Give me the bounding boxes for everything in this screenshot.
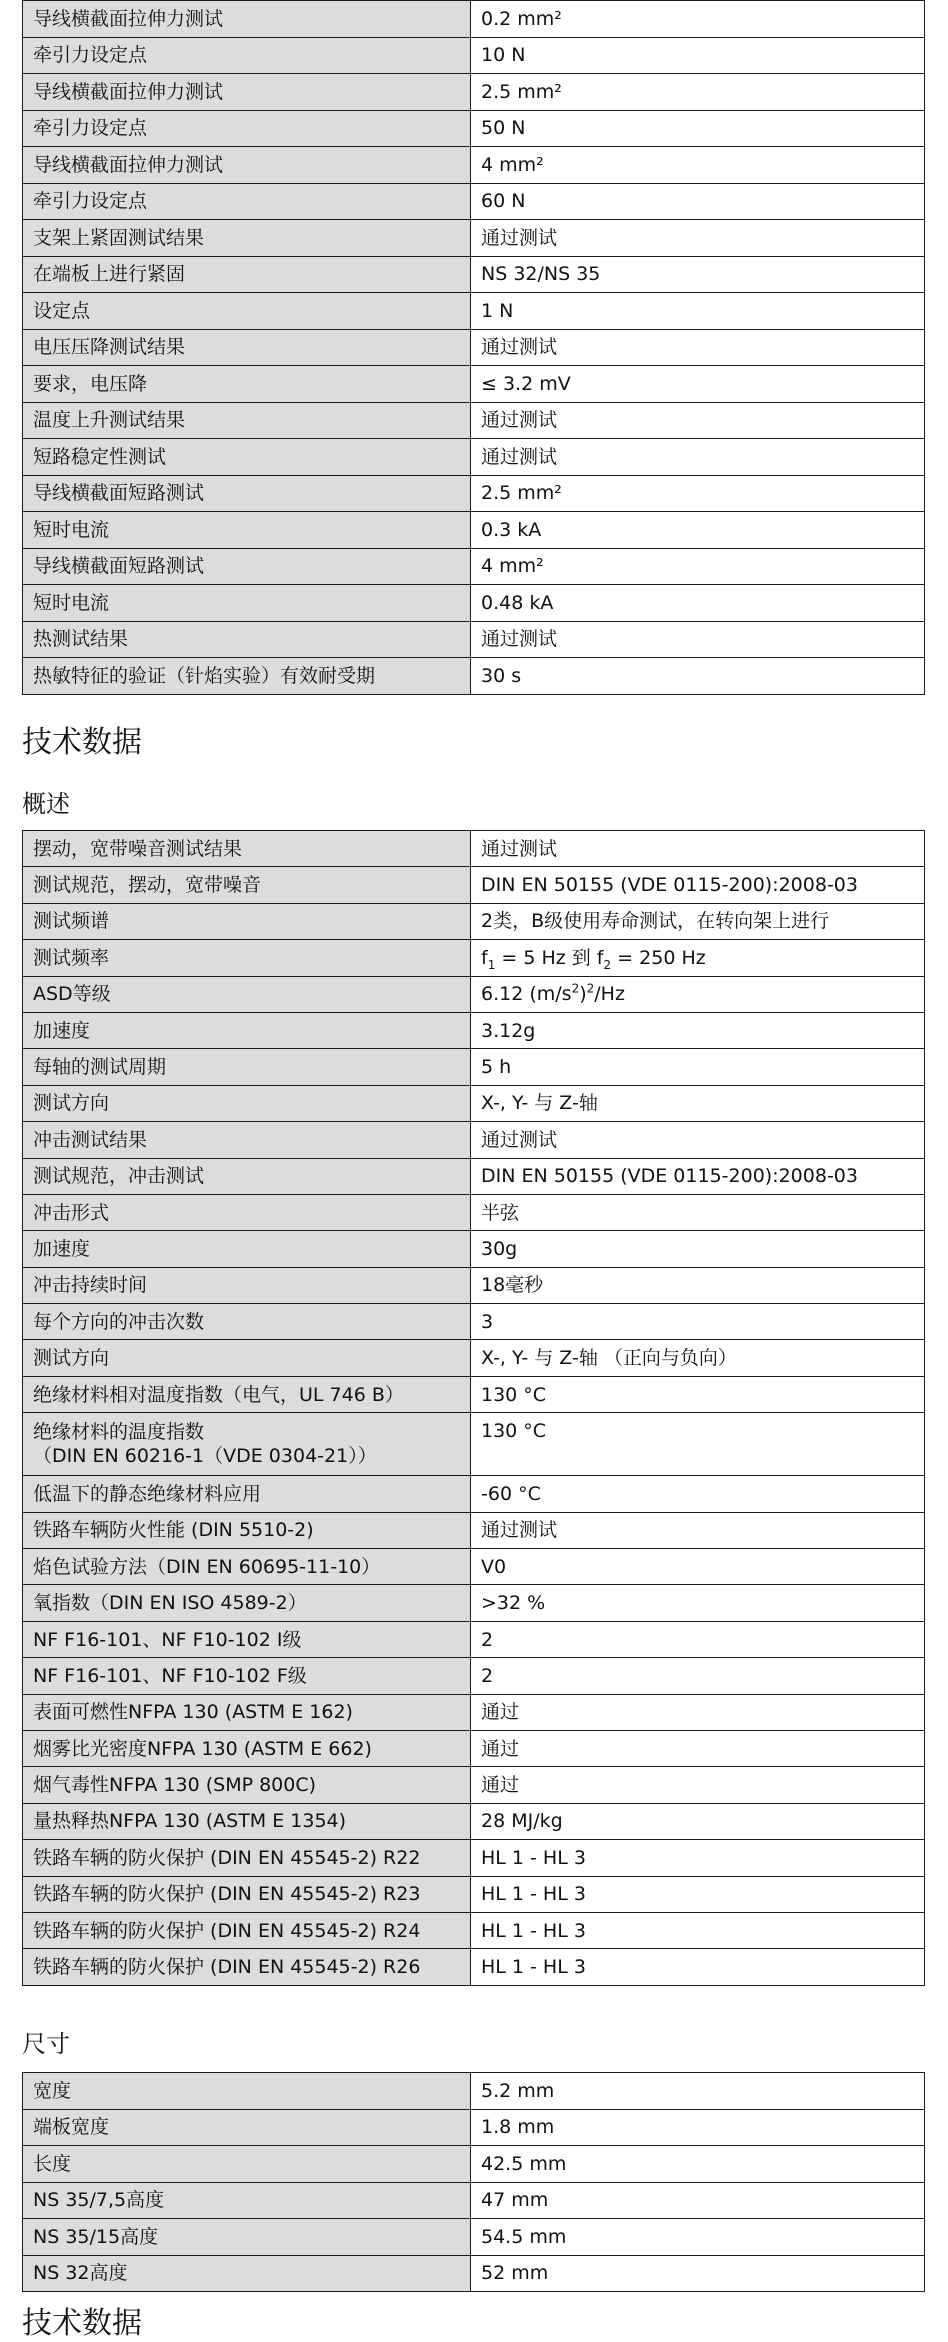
row-label	[23, 1158, 471, 1194]
row-label-text: 牵引力设定点	[33, 44, 148, 67]
row-label	[23, 183, 471, 220]
row-value: HL 1 - HL 3	[471, 1840, 925, 1876]
table-row	[23, 2146, 925, 2183]
table-row	[23, 1549, 925, 1585]
row-label-text: NS 32高度	[33, 2262, 128, 2285]
table-row	[23, 903, 925, 939]
row-label	[23, 1621, 471, 1657]
row-label-text: NF F16-101、NF F10-102 I级	[33, 1628, 302, 1651]
row-value: DIN EN 50155 (VDE 0115-200):2008-03	[471, 867, 925, 903]
row-label-text: 焰色试验方法（DIN EN 60695-11-10）	[33, 1555, 381, 1578]
row-value: 3	[471, 1304, 925, 1340]
table-row	[23, 1304, 925, 1340]
table-row	[23, 2255, 925, 2292]
row-label-text: 牵引力设定点	[33, 117, 148, 140]
row-value: HL 1 - HL 3	[471, 1949, 925, 1985]
row-label-text: 铁路车辆的防火保护 (DIN EN 45545-2) R24	[33, 1919, 421, 1942]
table-row	[23, 1767, 925, 1803]
row-value: 30 s	[471, 658, 925, 695]
table-row	[23, 1158, 925, 1194]
row-label-text: NS 35/7,5高度	[33, 2189, 165, 2212]
row-label	[23, 74, 471, 111]
row-value: 通过	[471, 1767, 925, 1803]
table-row	[23, 329, 925, 366]
row-value: 52 mm	[471, 2255, 925, 2292]
table-row	[23, 1876, 925, 1912]
dimensions-table	[22, 2072, 925, 2292]
table-row	[23, 1585, 925, 1621]
row-label	[23, 366, 471, 403]
row-label	[23, 439, 471, 476]
table-row	[23, 2219, 925, 2256]
row-label	[23, 147, 471, 184]
row-value: 2.5 mm²	[471, 475, 925, 512]
table-row	[23, 512, 925, 549]
table-row	[23, 1376, 925, 1412]
overview-table	[22, 830, 925, 1986]
row-label	[23, 2219, 471, 2256]
row-label-text: NF F16-101、NF F10-102 F级	[33, 1664, 307, 1687]
row-label	[23, 831, 471, 867]
row-label-text: 铁路车辆的防火保护 (DIN EN 45545-2) R26	[33, 1956, 421, 1979]
row-label	[23, 2255, 471, 2292]
table-row	[23, 1267, 925, 1303]
row-label	[23, 1512, 471, 1548]
row-label-text: 短时电流	[33, 591, 110, 614]
row-value: DIN EN 50155 (VDE 0115-200):2008-03	[471, 1158, 925, 1194]
table-row	[23, 2182, 925, 2219]
row-value: 2	[471, 1621, 925, 1657]
row-value: 3.12g	[471, 1012, 925, 1048]
row-label	[23, 1840, 471, 1876]
table-row	[23, 1340, 925, 1376]
table-row	[23, 1840, 925, 1876]
row-label-text: 铁路车辆的防火保护 (DIN EN 45545-2) R23	[33, 1883, 421, 1906]
test-results-table	[22, 0, 925, 695]
table-row	[23, 585, 925, 622]
table-row	[23, 1476, 925, 1512]
row-value: V0	[471, 1549, 925, 1585]
row-label-text: 量热释热NFPA 130 (ASTM E 1354)	[33, 1810, 347, 1833]
row-label-text: 测试规范，冲击测试	[33, 1165, 205, 1188]
row-label-text: 端板宽度	[33, 2116, 110, 2139]
table-row	[23, 475, 925, 512]
table-row	[23, 1658, 925, 1694]
table-row	[23, 976, 925, 1012]
row-label-text: 热敏特征的验证（针焰实验）有效耐受期	[33, 664, 376, 687]
row-label	[23, 1012, 471, 1048]
row-label-text: 电压压降测试结果	[33, 336, 186, 359]
row-label-text: 设定点	[33, 299, 91, 322]
table-row	[23, 548, 925, 585]
table-row	[23, 621, 925, 658]
row-label	[23, 1, 471, 38]
row-value: 42.5 mm	[471, 2146, 925, 2183]
row-label	[23, 1194, 471, 1230]
row-value: 60 N	[471, 183, 925, 220]
table-row	[23, 2109, 925, 2146]
section-heading-tech-data: 技术数据	[22, 725, 142, 760]
row-label-text: NS 35/15高度	[33, 2225, 159, 2248]
row-label	[23, 402, 471, 439]
section-heading-overview: 概述	[22, 790, 70, 818]
row-label-text: 冲击持续时间	[33, 1274, 148, 1297]
row-label-text: 导线横截面短路测试	[33, 555, 205, 578]
table-row	[23, 439, 925, 476]
row-label-text: 铁路车辆防火性能 (DIN 5510-2)	[33, 1519, 314, 1542]
table-row	[23, 1413, 925, 1476]
row-label-text: 牵引力设定点	[33, 190, 148, 213]
table-row	[23, 940, 925, 976]
row-label-text: 支架上紧固测试结果	[33, 226, 205, 249]
table-row	[23, 293, 925, 330]
row-value: HL 1 - HL 3	[471, 1912, 925, 1948]
table-row	[23, 366, 925, 403]
table-row	[23, 1512, 925, 1548]
row-label-text: 烟雾比光密度NFPA 130 (ASTM E 662)	[33, 1737, 372, 1760]
row-label-text: 测试频谱	[33, 910, 110, 933]
row-value: X-, Y- 与 Z-轴	[471, 1085, 925, 1121]
row-label-text: 加速度	[33, 1237, 91, 1260]
table-row	[23, 402, 925, 439]
row-label	[23, 1267, 471, 1303]
row-label	[23, 1376, 471, 1412]
row-value: >32 %	[471, 1585, 925, 1621]
row-label	[23, 2109, 471, 2146]
row-value: 0.48 kA	[471, 585, 925, 622]
row-label	[23, 621, 471, 658]
table-row	[23, 1012, 925, 1048]
row-value: 30g	[471, 1231, 925, 1267]
row-label-text: 绝缘材料相对温度指数（电气，UL 746 B）	[33, 1383, 404, 1406]
row-label	[23, 329, 471, 366]
row-label-text: 铁路车辆的防火保护 (DIN EN 45545-2) R22	[33, 1846, 421, 1869]
row-value: 4 mm²	[471, 548, 925, 585]
row-value: 130 °C	[471, 1376, 925, 1412]
row-label-text: ASD等级	[33, 983, 111, 1006]
row-value: 通过测试	[471, 402, 925, 439]
table-row	[23, 1049, 925, 1085]
row-label	[23, 903, 471, 939]
row-label	[23, 1767, 471, 1803]
row-label	[23, 585, 471, 622]
row-value: -60 °C	[471, 1476, 925, 1512]
row-label-text: 烟气毒性NFPA 130 (SMP 800C)	[33, 1774, 317, 1797]
row-label	[23, 1694, 471, 1730]
row-label-text: 要求，电压降	[33, 372, 148, 395]
row-label	[23, 293, 471, 330]
row-label	[23, 1585, 471, 1621]
table-row	[23, 867, 925, 903]
row-value: 通过	[471, 1694, 925, 1730]
row-label-text: 测试方向	[33, 1092, 110, 1115]
row-label-text: 每轴的测试周期	[33, 1056, 167, 1079]
row-value: 通过测试	[471, 621, 925, 658]
row-value: 10 N	[471, 37, 925, 74]
row-label-text: 氧指数（DIN EN ISO 4589-2）	[33, 1592, 307, 1615]
row-value: 通过测试	[471, 1122, 925, 1158]
table-row	[23, 831, 925, 867]
table-row	[23, 1, 925, 38]
row-value: 54.5 mm	[471, 2219, 925, 2256]
table-row	[23, 110, 925, 147]
row-value: 0.2 mm²	[471, 1, 925, 38]
section-heading-dimensions: 尺寸	[22, 2030, 70, 2058]
row-label-text: 温度上升测试结果	[33, 409, 186, 432]
row-label-text: 测试规范，摆动，宽带噪音	[33, 874, 262, 897]
row-value: 通过	[471, 1730, 925, 1766]
row-label-text: 短路稳定性测试	[33, 445, 167, 468]
row-value: 通过测试	[471, 1512, 925, 1548]
row-label	[23, 1231, 471, 1267]
table-row	[23, 1730, 925, 1766]
row-value: 0.3 kA	[471, 512, 925, 549]
row-label-text: 表面可燃性NFPA 130 (ASTM E 162)	[33, 1701, 353, 1724]
row-value: 5.2 mm	[471, 2073, 925, 2110]
row-label	[23, 1304, 471, 1340]
row-value: 130 °C	[471, 1413, 925, 1476]
table-row	[23, 1912, 925, 1948]
row-label	[23, 1413, 471, 1476]
row-label-text: 冲击测试结果	[33, 1128, 148, 1151]
table-row	[23, 1621, 925, 1657]
row-label-text: 导线横截面拉伸力测试	[33, 153, 224, 176]
row-label-text: 导线横截面拉伸力测试	[33, 7, 224, 30]
row-label-text: 低温下的静态绝缘材料应用	[33, 1482, 262, 1505]
row-value: 半弦	[471, 1194, 925, 1230]
table-row	[23, 1122, 925, 1158]
row-label	[23, 2073, 471, 2110]
row-value: 1.8 mm	[471, 2109, 925, 2146]
table-row	[23, 1194, 925, 1230]
row-value: 2	[471, 1658, 925, 1694]
row-value: 6.12 $(m/s^2)^2/Hz$	[471, 976, 925, 1012]
table-row	[23, 1803, 925, 1839]
row-label-text: 长度	[33, 2152, 72, 2175]
row-label	[23, 2146, 471, 2183]
table-row	[23, 1231, 925, 1267]
row-label	[23, 867, 471, 903]
row-value: $f_1 = 5$ Hz 到 $f_2 = 250$ Hz	[471, 940, 925, 976]
row-value: NS 32/NS 35	[471, 256, 925, 293]
row-value: 18毫秒	[471, 1267, 925, 1303]
table-row	[23, 74, 925, 111]
section-heading-tech-data-next: 技术数据	[22, 2306, 142, 2341]
row-label-text: 绝缘材料的温度指数	[33, 1421, 205, 1444]
table-row	[23, 2073, 925, 2110]
row-label-text: 导线横截面短路测试	[33, 482, 205, 505]
row-label	[23, 1803, 471, 1839]
row-label	[23, 1476, 471, 1512]
row-value: X-, Y- 与 Z-轴 （正向与负向）	[471, 1340, 925, 1376]
row-label-text-line2: （DIN EN 60216-1（VDE 0304-21））	[33, 1445, 377, 1468]
row-value: HL 1 - HL 3	[471, 1876, 925, 1912]
row-label-text: 测试频率	[33, 946, 110, 969]
row-label	[23, 1122, 471, 1158]
row-label	[23, 1730, 471, 1766]
row-label	[23, 110, 471, 147]
row-value: 通过测试	[471, 329, 925, 366]
table-row	[23, 1694, 925, 1730]
row-value: 4 mm²	[471, 147, 925, 184]
row-value: 2类，B级使用寿命测试，在转向架上进行	[471, 903, 925, 939]
row-value: ≤ 3.2 mV	[471, 366, 925, 403]
row-label-text: 冲击形式	[33, 1201, 110, 1224]
table-row	[23, 1085, 925, 1121]
row-value: 2.5 mm²	[471, 74, 925, 111]
row-label	[23, 37, 471, 74]
row-label	[23, 1549, 471, 1585]
row-value: 通过测试	[471, 220, 925, 257]
table-row	[23, 147, 925, 184]
row-label-text: 测试方向	[33, 1347, 110, 1370]
row-value: 50 N	[471, 110, 925, 147]
row-label-text: 每个方向的冲击次数	[33, 1310, 205, 1333]
row-label	[23, 2182, 471, 2219]
row-label-text: 摆动，宽带噪音测试结果	[33, 837, 243, 860]
table-row	[23, 1949, 925, 1985]
row-label	[23, 220, 471, 257]
row-label	[23, 1658, 471, 1694]
table-row	[23, 37, 925, 74]
row-label	[23, 1912, 471, 1948]
row-label	[23, 475, 471, 512]
row-label	[23, 548, 471, 585]
row-label-text: 导线横截面拉伸力测试	[33, 80, 224, 103]
row-label-text: 在端板上进行紧固	[33, 263, 186, 286]
row-label	[23, 1049, 471, 1085]
table-row	[23, 220, 925, 257]
row-value: 28 MJ/kg	[471, 1803, 925, 1839]
table-row	[23, 658, 925, 695]
row-label	[23, 1085, 471, 1121]
row-value: 1 N	[471, 293, 925, 330]
row-label	[23, 512, 471, 549]
row-value: 通过测试	[471, 831, 925, 867]
table-row	[23, 183, 925, 220]
row-label-text: 加速度	[33, 1019, 91, 1042]
row-label	[23, 1340, 471, 1376]
row-label-text: 短时电流	[33, 518, 110, 541]
row-label-text: 热测试结果	[33, 628, 129, 651]
row-label	[23, 1876, 471, 1912]
row-label	[23, 1949, 471, 1985]
row-label	[23, 658, 471, 695]
row-label-text: 宽度	[33, 2079, 72, 2102]
row-value: 5 h	[471, 1049, 925, 1085]
row-label	[23, 256, 471, 293]
row-value: 47 mm	[471, 2182, 925, 2219]
row-label	[23, 976, 471, 1012]
row-label	[23, 940, 471, 976]
row-value: 通过测试	[471, 439, 925, 476]
table-row	[23, 256, 925, 293]
